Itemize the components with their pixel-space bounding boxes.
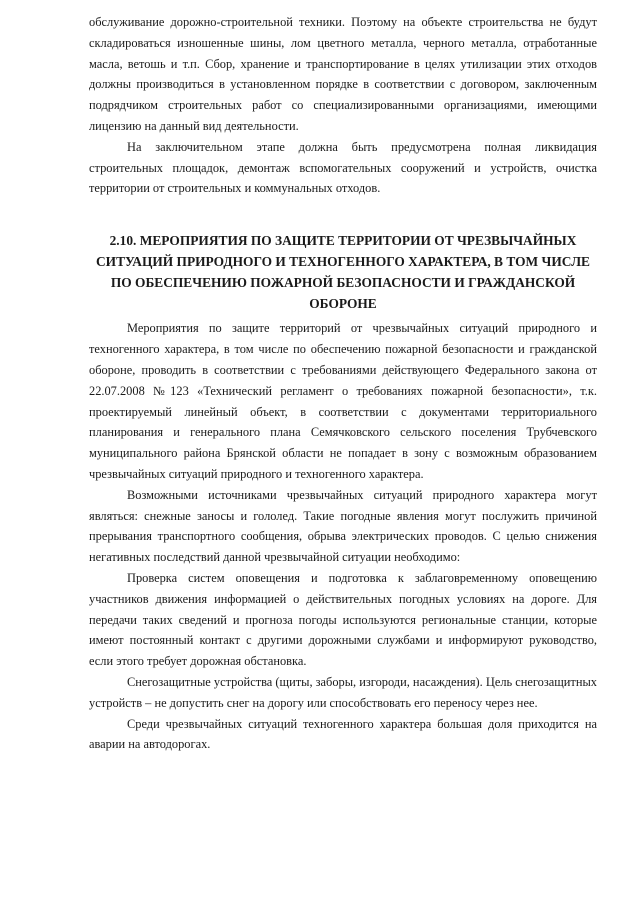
paragraph-technogenic-accidents: Среди чрезвычайных ситуаций техногенного характера большая доля приходится на аварии на автодорогах.: [89, 716, 597, 752]
document-page: [89, 12, 597, 755]
paragraph-site-liquidation: На заключительном этапе должна быть предусмотрена полная ликвидация строительных площадок, демонтаж вспомогательных сооружений и устройств, очистка территории от строительных и коммунальных отходов.: [89, 139, 597, 196]
section-heading: 2.10. МЕРОПРИЯТИЯ ПО ЗАЩИТЕ ТЕРРИТОРИИ ОТ ЧРЕЗВЫЧАЙНЫХ СИТУАЦИЙ ПРИРОДНОГО И ТЕХНОГЕННОГО ХАРАКТЕРА, В ТОМ ЧИСЛЕ ПО ОБЕСПЕЧЕНИЮ ПОЖАРНОЙ БЕЗОПАСНОСТИ И ГРАЖДАНСКОЙ ОБОРОНЕ: [96, 233, 590, 311]
paragraph-snow-protection: Снегозащитные устройства (щиты, заборы, изгороди, насаждения). Цель снегозащитных устройств – не допустить снег на дорогу или способствовать его переносу через нее.: [89, 674, 597, 710]
paragraph-waste-storage: обслуживание дорожно-строительной техники. Поэтому на объекте строительства не будут складироваться изношенные шины, лом цветного металла, черного металла, отработанные масла, ветошь и т.п. Сбор, хранение и транспортирование в целях утилизации этих отходов должны производиться в установленном порядке в соответствии с договором, заключенным подрядчиком строительных работ со специализированными организациями, имеющими лицензию на данный вид деятельности.: [89, 15, 597, 133]
paragraph-natural-sources: Возможными источниками чрезвычайных ситуаций природного характера могут являться: снежные заносы и гололед. Такие погодные явления могут послужить причиной прерывания транспортного сообщения, обрыва электрических проводов. С целью снижения негативных последствий данной чрезвычайной ситуации необходимо:: [89, 487, 597, 565]
paragraph-warning-systems: Проверка систем оповещения и подготовка к заблаговременному оповещению участников движения информацией о действительных погодных условиях на дороге. Для передачи таких сведений и прогноза погоды используются региональные станции, которые имеют постоянный контакт с другими дорожными службами и информируют руководство, если этого требует дорожная обстановка.: [89, 570, 597, 669]
paragraph-protection-measures: Мероприятия по защите территорий от чрезвычайных ситуаций природного и техногенного характера, в том числе по обеспечению пожарной безопасности и гражданской обороне, проводить в соответствии с требованиями действующего Федерального закона от 22.07.2008 №123 «Технический регламент о требованиях пожарной безопасности», т.к. проектируемый линейный объект, в соответствии с документами территориального планирования и генерального плана Семячковского сельского поселения Трубчевского муниципального района Брянской области не попадает в зону с возможным образованием чрезвычайных ситуаций природного и техногенного характера.: [89, 321, 597, 481]
